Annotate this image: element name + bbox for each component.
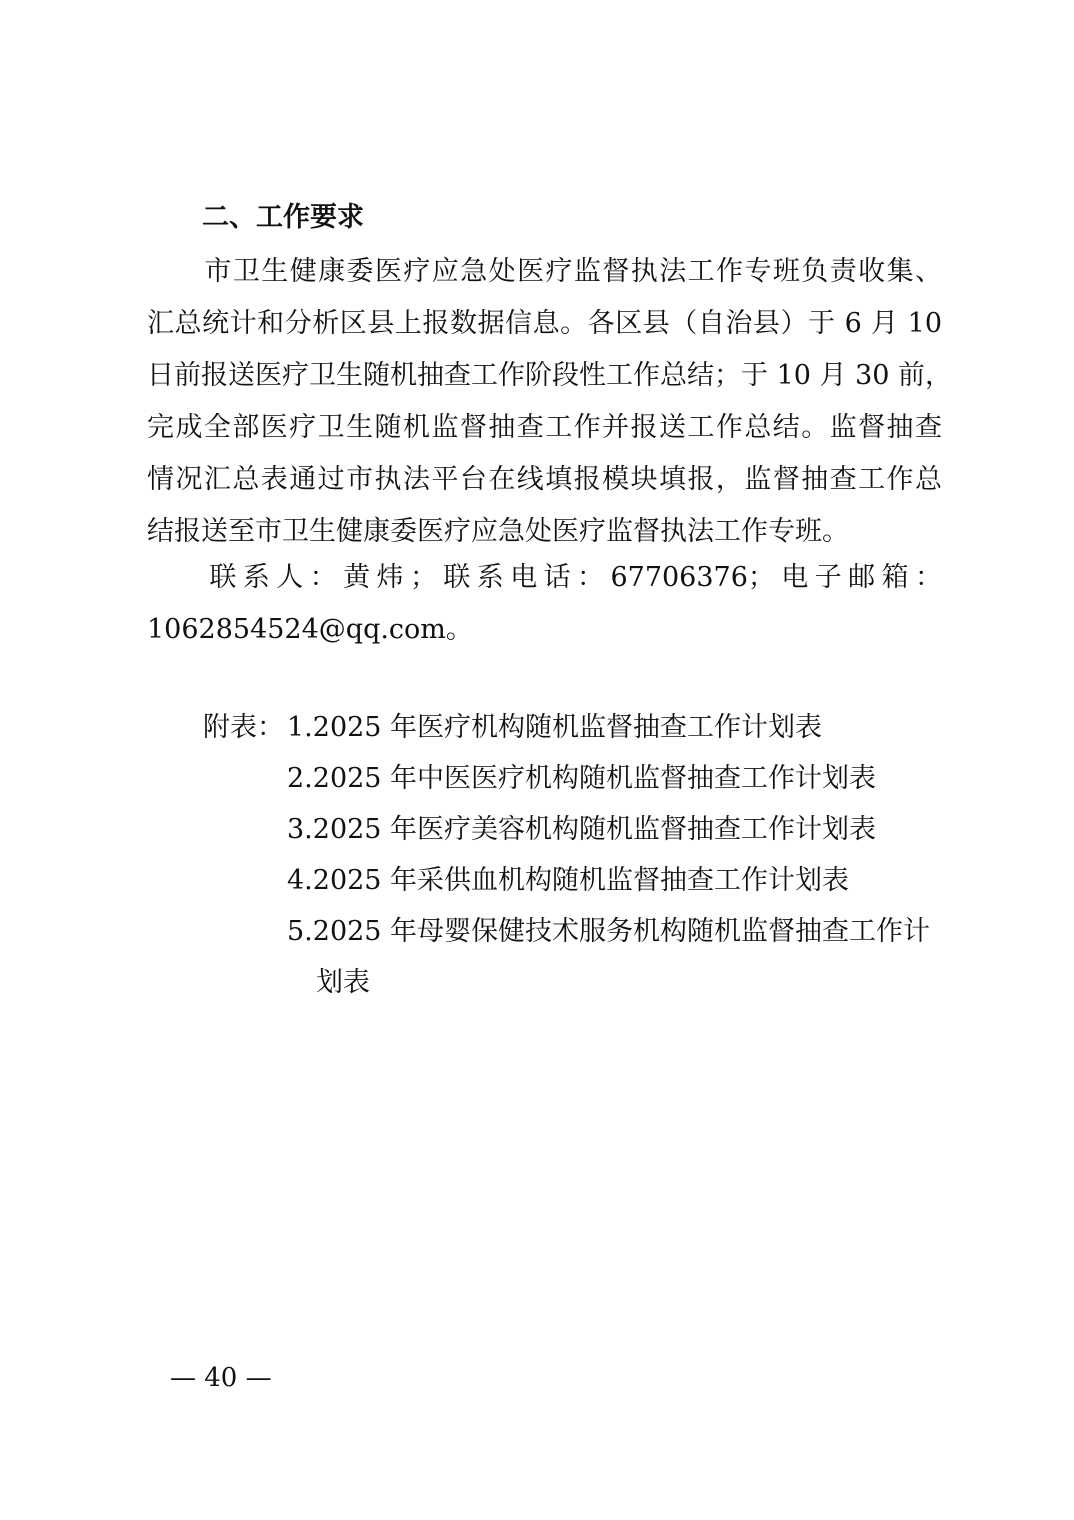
paragraph-line: 完成全部医疗卫生随机监督抽查工作并报送工作总结。监督抽查	[147, 412, 942, 443]
contact-paragraph	[147, 552, 942, 656]
work-requirements-paragraph	[147, 246, 953, 558]
attachment-title: 2.2025 年中医医疗机构随机监督抽查工作计划表	[287, 763, 877, 794]
attachment-title: 4.2025 年采供血机构随机监督抽查工作计划表	[287, 865, 850, 896]
attachments-label: 附表：	[203, 712, 284, 743]
attachments-list	[287, 702, 947, 1008]
attachment-item	[287, 753, 947, 804]
paragraph-line: 情况汇总表通过市执法平台在线填报模块填报，监督抽查工作总	[147, 464, 942, 495]
attachment-title: 5.2025 年母婴保健技术服务机构随机监督抽查工作计	[287, 916, 931, 947]
paragraph-line: 汇总统计和分析区县上报数据信息。各区县（自治县）于 6 月 10	[147, 308, 942, 339]
paragraph-line: 日前报送医疗卫生随机抽查工作阶段性工作总结；于 10 月 30 前，	[147, 360, 953, 391]
attachment-item	[287, 702, 947, 753]
page-number: — 40 —	[170, 1363, 272, 1393]
attachment-item	[287, 906, 947, 1008]
contact-line-text: 联系人：黄炜；联系电话：67706376；电子邮箱：	[203, 562, 942, 593]
attachment-title-continuation: 划表	[316, 967, 370, 998]
paragraph-line: 结报送至市卫生健康委医疗应急处医疗监督执法工作专班。	[147, 516, 849, 547]
contact-line	[147, 552, 942, 604]
attachment-title: 3.2025 年医疗美容机构随机监督抽查工作计划表	[287, 814, 877, 845]
attachment-item	[287, 855, 947, 906]
contact-email-line: 1062854524@qq.com。	[147, 614, 473, 645]
attachment-title: 1.2025 年医疗机构随机监督抽查工作计划表	[287, 712, 823, 743]
paragraph-line	[147, 246, 942, 298]
paragraph-line-text: 市卫生健康委医疗应急处医疗监督执法工作专班负责收集、	[203, 256, 942, 287]
attachment-item	[287, 804, 947, 855]
section-heading: 二、工作要求	[202, 202, 364, 233]
